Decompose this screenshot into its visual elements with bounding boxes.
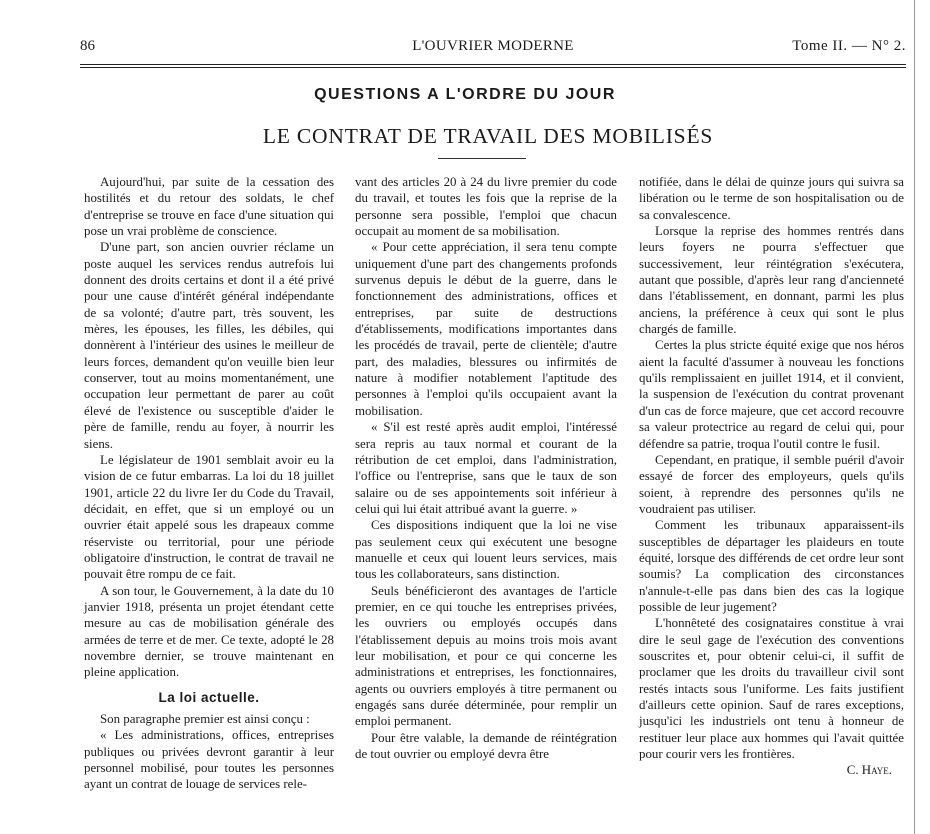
paragraph: Cependant, en pratique, il semble puéril d'avoir essayé de forcer des employeurs, quels qu'ils soient, à reprendre des personnes qu'ils ne voudraient pas utiliser. [639,452,904,516]
column-3 [639,174,904,779]
paragraph: Seuls bénéficieront des avantages de l'article premier, en ce qui touche les entreprises privées, les ouvriers ou employés occupés dans l'établissement depuis au moins trois mois avant leur mobilisation, et pour ce qui concerne les administrations et entreprises, les fonctionnaires, agents ou ouvriers employés à titre permanent ou engagés sans durée déterminée, pour remplir un emploi permanent. [355,583,617,729]
paragraph: Pour être valable, la demande de réintégration de tout ouvrier ou employé devra être [355,730,617,762]
journal-masthead: L'OUVRIER MODERNE [412,38,574,54]
author-signature-line [639,762,904,778]
subheading-la-loi-actuelle: La loi actuelle. [158,689,260,705]
title-ornament-rule [438,158,526,159]
column-2 [355,174,617,762]
paragraph: « S'il est resté après audit emploi, l'intéressé sera repris au taux normal et courant de la rétribution de cet emploi, dans l'administration, l'office ou l'entreprise, sans que le taux de son salaire ou de ses appointements soit inférieur à celui qui lui était attribué avant la guerre. » [355,420,617,516]
paragraph: Comment les tribunaux apparaissent-ils susceptibles de départager les plaideurs en toute équité, lorsque des différends de cet ordre leur sont soumis? La complication des circonstances n'annule-t-elle pas dans bien des cas la logique possible de leur jugement? [639,518,904,614]
paragraph: Le législateur de 1901 semblait avoir eu la vision de ce futur embarras. La loi du 18 juillet 1901, article 22 du livre Ier du Code du Travail, décidait, en effet, que si un employé ou un ouvrier était appelé sous les drapeaux comme réserviste ou territorial, pour une période obligatoire d'instruction, le contrat de travail ne pouvait être rompu de ce fait. [84,452,334,582]
paragraph: D'une part, son ancien ouvrier réclame un poste auquel les services rendus autrefois lui donnent des droits certains et dont il a été privé pour une cause d'intérêt général indépendante de sa volonté; d'autre part, très souvent, les mères, les épouses, les filles, les débiles, qui donnèrent à l'intérieur des usines le meilleur de leurs forces, demandent qu'on veuille bien leur conserver, tout au moins momentanément, une occupation leur permettant de parer au coût élevé de l'existence ou susceptible d'aider le père de famille, rendu au foyer, à nourrir les siens. [84,240,334,451]
paragraph: notifiée, dans le délai de quinze jours qui suivra sa libération ou le terme de son hospitalisation ou de sa convalescence. [639,175,904,222]
paragraph: A son tour, le Gouvernement, à la date du 10 janvier 1918, présenta un projet étendant cette mesure au cas de mobilisation générale des armées de terre et de mer. Ce texte, adopté le 28 novembre dernier, se trouve maintenant en pleine application. [84,583,334,680]
header-rule-bottom [80,67,906,68]
volume-issue: Tome II. — N° 2. [792,38,906,54]
section-heading: QUESTIONS A L'ORDRE DU JOUR [314,86,616,103]
page-number: 86 [80,38,95,54]
paragraph: L'honnêteté des cosignataires constitue à vrai dire le seul gage de l'exécution des conventions souscrites et, pour obtenir celui-ci, il suffit de proclamer que les droits du travailleur civil sont restés intacts sous l'uniforme. Les faits justifient d'ailleurs cette opinion. Sauf de rares exceptions, jusqu'ici les industriels ont tenu à honneur de restituer leur place aux hommes qui l'avait quittée pour courir vers les frontières. [639,616,904,762]
paragraph: Certes la plus stricte équité exige que nos héros aient la faculté d'assumer à nouveau les fonctions qu'ils remplissaient en juillet 1914, et il convient, la suspension de l'exécution du contrat provenant d'un cas de force majeure, que cet accord recouvre sa valeur protectrice au regard de celui qui, pour défendre sa patrie, troqua l'outil contre le fusil. [639,338,904,451]
paragraph: Son paragraphe premier est ainsi conçu : [100,712,310,726]
header-rule-top [80,64,906,65]
paragraph: Lorsque la reprise des hommes rentrés dans leurs foyers ne pourra s'effectuer que successivement, leur réintégration s'exécutera, autant que possible, d'après leur rang d'ancienneté dans l'établissement, en donnant, parmi les plus anciens, la préférence à ceux qui sont le plus chargés de famille. [639,224,904,337]
paragraph: Aujourd'hui, par suite de la cessation des hostilités et du retour des soldats, le chef d'entreprise se trouve en face d'une situation qui pose un vrai problème de conscience. [84,175,334,239]
paragraph: « Pour cette appréciation, il sera tenu compte uniquement d'une part des changements profonds survenus depuis le début de la guerre, dans le fonctionnement des administrations, offices et entreprises, par suite de destructions d'établissements, modifications importantes dans les procédés de travail, perte de clientèle; d'autre part, des maladies, blessures ou infirmités de nature à modifier notablement l'aptitude des personnes à l'emploi qu'ils occupaient avant la mobilisation. [355,240,617,418]
article-title: LE CONTRAT DE TRAVAIL DES MOBILISÉS [262,124,714,148]
paragraph: Ces dispositions indiquent que la loi ne vise pas seulement ceux qui exécutent une besogne manuelle et ceux qui louent leurs services, mais tous les collaborateurs, sans distinction. [355,518,617,582]
author-signature: C. Haye. [846,763,892,778]
paragraph: « Les administrations, offices, entreprises publiques ou privées devront garantir à leur personnel mobilisé, pour toutes les personnes ayant un contrat de louage de services rele- [84,728,334,792]
paragraph: vant des articles 20 à 24 du livre premier du code du travail, et toutes les fois que la reprise de la personne sera possible, l'emploi que chacun occupait au moment de sa mobilisation. [355,175,617,239]
column-1 [84,174,334,793]
running-head [80,38,906,60]
